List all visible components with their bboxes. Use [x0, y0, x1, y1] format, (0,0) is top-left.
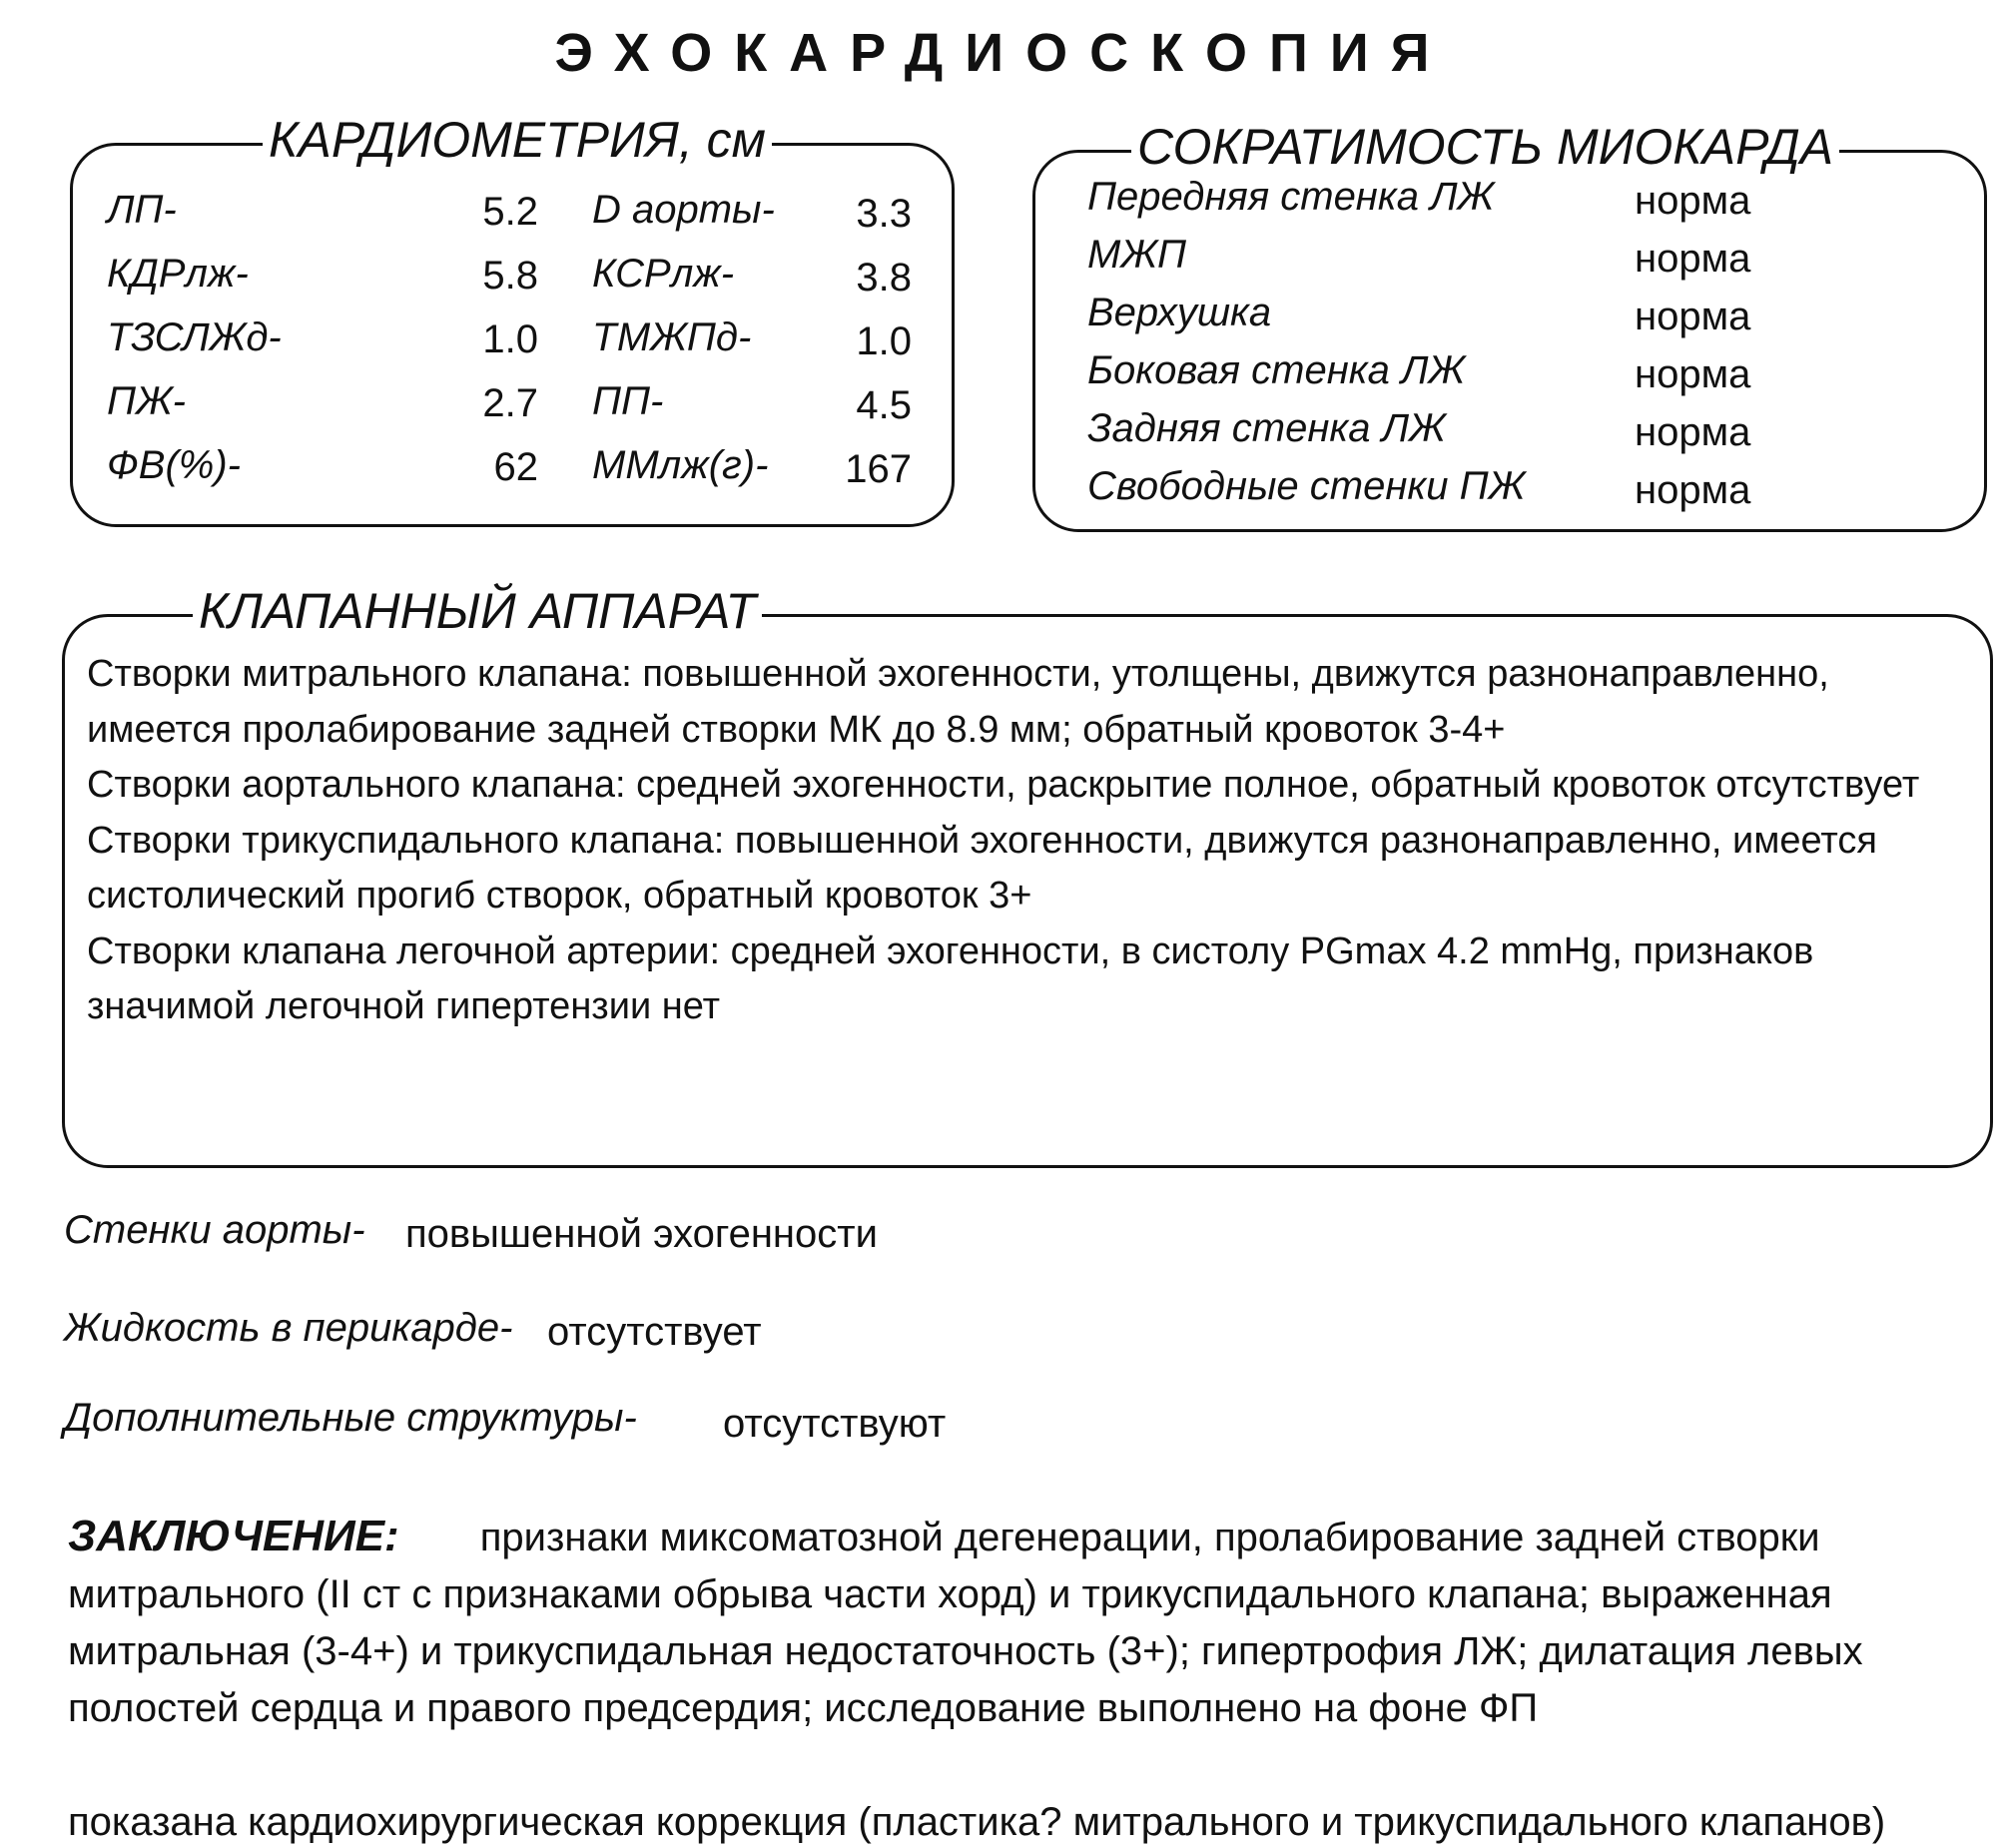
contractility-label: Верхушка	[1087, 291, 1272, 334]
valve-pulmonary-paragraph: Створки клапана легочной артерии: средней эхогенности, в систолу PGmax 4.2 mmHg, признаков значимой легочной гипертензии нет	[87, 929, 1814, 1027]
cardiometry-value: 5.8	[482, 254, 538, 298]
finding-label: Жидкость в перикарде-	[64, 1306, 513, 1350]
cardiometry-value: 62	[493, 445, 538, 489]
valve-tricuspid-paragraph: Створки трикуспидального клапана: повышенной эхогенности, движутся разнонаправленно, имеется систолический прогиб створок, обратный кровоток 3+	[87, 819, 1877, 917]
valves-text	[87, 647, 1964, 1035]
conclusion-block	[68, 1508, 1965, 1737]
contractility-label: Передняя стенка ЛЖ	[1087, 175, 1495, 219]
contractility-value: норма	[1635, 237, 1751, 281]
finding-label: Дополнительные структуры-	[64, 1396, 637, 1440]
cardiometry-label: D аорты-	[592, 188, 775, 232]
cardiometry-value: 3.3	[856, 192, 912, 236]
aortic-walls-row	[64, 1205, 878, 1256]
conclusion-label: ЗАКЛЮЧЕНИЕ:	[68, 1512, 399, 1560]
pericardial-fluid-row	[64, 1303, 762, 1354]
contractility-heading: СОКРАТИМОСТЬ МИОКАРДА	[1131, 119, 1839, 175]
contractility-label: Свободные стенки ПЖ	[1087, 464, 1526, 508]
contractility-value: норма	[1635, 410, 1751, 454]
valve-mitral-paragraph: Створки митрального клапана: повышенной эхогенности, утолщены, движутся разнонаправленно, имеется пролабирование задней створки МК до 8.9 мм; обратный кровоток 3-4+	[87, 653, 1829, 751]
finding-value: повышенной эхогенности	[405, 1212, 878, 1256]
cardiometry-label: ПП-	[592, 379, 664, 423]
cardiometry-label: ПЖ-	[107, 379, 186, 423]
recommendation-text: показана кардиохирургическая коррекция (пластика? митрального и трикуспидального клапанов)	[68, 1800, 1886, 1844]
contractility-value: норма	[1635, 352, 1751, 396]
cardiometry-value: 167	[845, 447, 912, 491]
cardiometry-label: ММлж(г)-	[592, 443, 769, 487]
cardiometry-label: ФВ(%)-	[107, 443, 242, 487]
contractility-value: норма	[1635, 468, 1751, 512]
finding-value: отсутствуют	[723, 1402, 947, 1446]
cardiometry-value: 5.2	[482, 190, 538, 234]
cardiometry-value: 3.8	[856, 256, 912, 300]
valves-heading: КЛАПАННЫЙ АППАРАТ	[193, 583, 762, 639]
report-title: ЭХОКАРДИОСКОПИЯ	[554, 23, 1452, 83]
contractility-label: Задняя стенка ЛЖ	[1087, 406, 1446, 450]
cardiometry-box	[70, 112, 955, 527]
finding-label: Стенки аорты-	[64, 1208, 365, 1252]
cardiometry-value: 1.0	[482, 317, 538, 361]
contractility-label: Боковая стенка ЛЖ	[1087, 348, 1466, 392]
cardiometry-label: КСРлж-	[592, 252, 735, 296]
cardiometry-value: 2.7	[482, 381, 538, 425]
cardiometry-label: ЛП-	[107, 188, 177, 232]
cardiometry-label: ТЗСЛЖд-	[107, 315, 282, 359]
additional-structures-row	[64, 1393, 947, 1446]
valves-box	[62, 583, 1993, 1168]
contractility-value: норма	[1635, 295, 1751, 338]
cardiometry-label: ТМЖПд-	[592, 315, 752, 359]
contractility-value: норма	[1635, 179, 1751, 223]
cardiometry-label: КДРлж-	[107, 252, 249, 296]
conclusion-text: признаки миксоматозной дегенерации, пролабирование задней створки митрального (II ст с признаками обрыва части хорд) и трикуспидального клапана; выраженная митральная (3-4+) и трикуспидальная недостаточность (3+); гипертрофия ЛЖ; дилатация левых полостей сердца и правого предсердия; исследование выполнено на фоне ФП	[68, 1516, 1863, 1730]
cardiometry-value: 4.5	[856, 383, 912, 427]
contractility-label: МЖП	[1087, 233, 1186, 277]
cardiometry-heading: КАРДИОМЕТРИЯ, см	[263, 112, 772, 168]
cardiometry-value: 1.0	[856, 319, 912, 363]
valve-aortic-paragraph: Створки аортального клапана: средней эхогенности, раскрытие полное, обратный кровоток отсутствует	[87, 764, 1920, 806]
contractility-box	[1032, 119, 1987, 532]
finding-value: отсутствует	[547, 1310, 762, 1354]
